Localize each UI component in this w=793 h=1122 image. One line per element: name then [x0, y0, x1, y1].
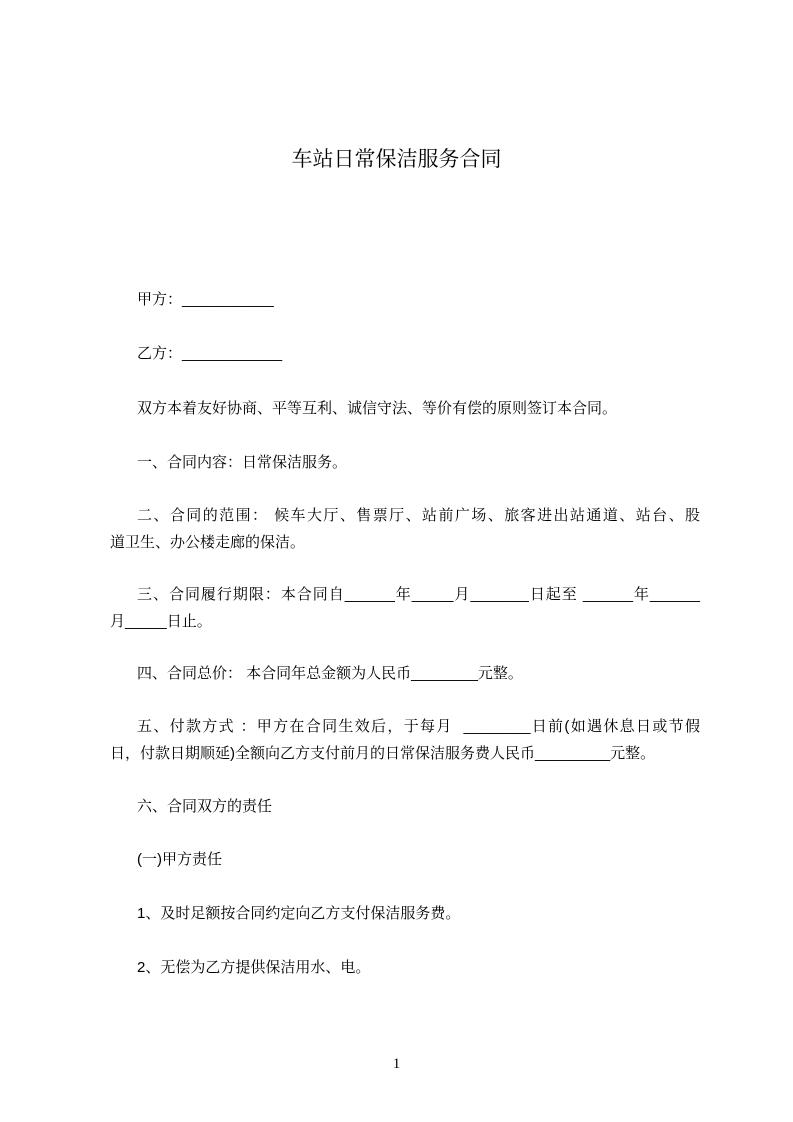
page-number: 1: [392, 1056, 401, 1072]
item-1: 1、及时足额按合同约定向乙方支付保洁服务费。: [137, 905, 461, 922]
item-2: 2、无偿为乙方提供保洁用水、电。: [137, 959, 371, 976]
section-a-heading: (一)甲方责任: [137, 851, 222, 868]
intro-paragraph: 双方本着友好协商、平等互利、诚信守法、等价有偿的原则签订本合同。: [137, 400, 618, 417]
clause-3-line-1: 三、合同履行期限：本合同自______年_____月_______日起至 ______年______: [137, 586, 700, 603]
party-b: 乙方：____________: [137, 345, 283, 362]
clause-2-line-2: 道卫生、办公楼走廊的保洁。: [110, 534, 306, 551]
document-title: 车站日常保洁服务合同: [291, 148, 502, 171]
clause-5-line-1: 五、付款方式 ：甲方在合同生效后，于每月 ________日前(如遇休息日或节假: [137, 718, 700, 735]
clause-6-heading: 六、合同双方的责任: [137, 798, 273, 815]
clause-3-line-2: 月_____日止。: [110, 613, 212, 630]
clause-4: 四、合同总价： 本合同年总金额为人民币________元整。: [137, 665, 523, 682]
clause-2-line-1: 二、合同的范围： 候车大厅、售票厅、站前广场、旅客进出站通道、站台、股: [137, 507, 700, 524]
clause-5-line-2: 日，付款日期顺延)全额向乙方支付前月的日常保洁服务费人民币_________元整。: [110, 745, 656, 762]
clause-1: 一、合同内容：日常保洁服务。: [137, 454, 348, 471]
party-a: 甲方：___________: [137, 291, 274, 308]
